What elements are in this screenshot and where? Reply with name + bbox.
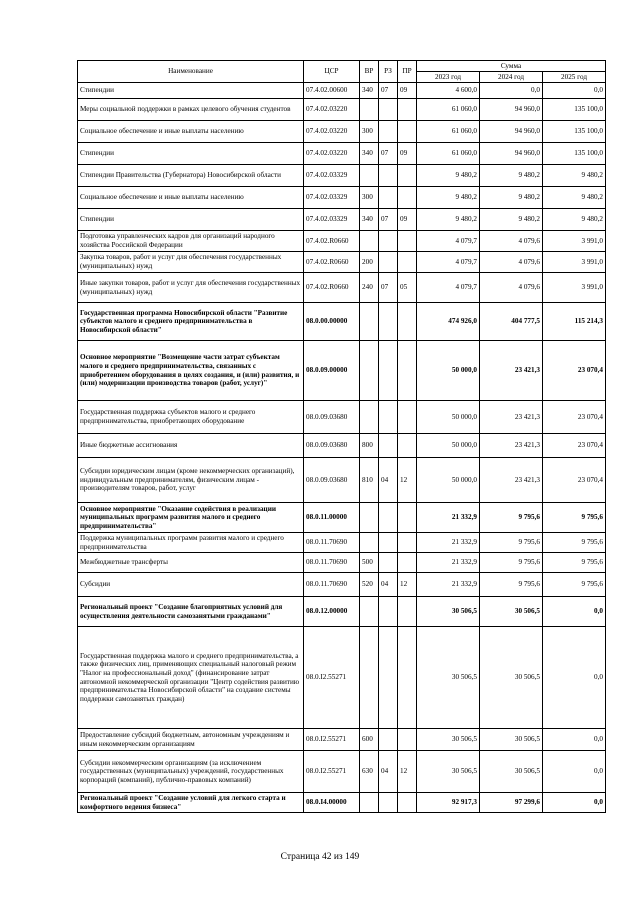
- cell-2024: 9 795,6: [480, 573, 543, 597]
- cell-2025: 9 795,6: [543, 533, 606, 553]
- cell-name: Иные закупки товаров, работ и услуг для обеспечения государственных (муниципальных) нужд: [78, 273, 304, 303]
- cell-2023: 50 000,0: [417, 341, 480, 401]
- cell-2024: 23 421,3: [480, 458, 543, 503]
- cell-2025: 135 100,0: [543, 121, 606, 143]
- cell-pr: [398, 252, 417, 273]
- cell-pr: [398, 341, 417, 401]
- cell-name: Социальное обеспечение и иные выплаты населению: [78, 121, 304, 143]
- cell-2023: 4 600,0: [417, 83, 480, 99]
- cell-pr: [398, 503, 417, 533]
- table-row: [78, 434, 606, 458]
- cell-vr: 240: [360, 273, 379, 303]
- table-row: [78, 165, 606, 187]
- cell-2024: 9 795,6: [480, 553, 543, 573]
- cell-rz: [379, 231, 398, 252]
- cell-vr: 600: [360, 729, 379, 751]
- cell-name: Меры социальной поддержки в рамках целевого обучения студентов: [78, 99, 304, 121]
- table-row: [78, 99, 606, 121]
- cell-rz: [379, 434, 398, 458]
- cell-name: Региональный проект "Создание благоприятных условий для осуществления деятельности самозанятыми гражданами": [78, 597, 304, 627]
- cell-rz: [379, 121, 398, 143]
- cell-pr: 09: [398, 143, 417, 165]
- cell-csr: 08.0.11.00000: [304, 503, 360, 533]
- cell-2023: 21 332,9: [417, 503, 480, 533]
- cell-2023: 61 060,0: [417, 121, 480, 143]
- table-row: [78, 729, 606, 751]
- cell-name: Поддержка муниципальных программ развития малого и среднего предпринимательства: [78, 533, 304, 553]
- cell-2023: 92 917,3: [417, 793, 480, 813]
- cell-pr: 12: [398, 751, 417, 793]
- cell-2025: 0,0: [543, 83, 606, 99]
- cell-2025: 9 480,2: [543, 209, 606, 231]
- cell-2024: 30 506,5: [480, 751, 543, 793]
- cell-csr: 07.4.02.R0660: [304, 273, 360, 303]
- cell-2023: 4 079,7: [417, 273, 480, 303]
- cell-2024: 94 960,0: [480, 143, 543, 165]
- cell-name: Основное мероприятие "Возмещение части затрат субъектам малого и среднего предпринимательства, связанных с приобретением оборудования в целях создания, и (или) развития, и (или) модернизации производства товаров (работ, услуг)": [78, 341, 304, 401]
- cell-2024: 94 960,0: [480, 99, 543, 121]
- cell-pr: [398, 553, 417, 573]
- cell-2025: 0,0: [543, 751, 606, 793]
- cell-2025: 0,0: [543, 793, 606, 813]
- cell-name: Субсидии юридическим лицам (кроме некоммерческих организаций), индивидуальным предпринимателям, физическим лицам - производителям товаров, работ, услуг: [78, 458, 304, 503]
- cell-rz: 07: [379, 83, 398, 99]
- table-row: [78, 533, 606, 553]
- cell-2023: 30 506,5: [417, 729, 480, 751]
- cell-name: Субсидии: [78, 573, 304, 597]
- cell-2024: 94 960,0: [480, 121, 543, 143]
- cell-csr: 08.0.I2.55271: [304, 627, 360, 729]
- cell-vr: [360, 165, 379, 187]
- cell-vr: 340: [360, 143, 379, 165]
- cell-2025: 9 795,6: [543, 553, 606, 573]
- header-rz: РЗ: [379, 61, 398, 83]
- cell-pr: [398, 627, 417, 729]
- cell-2024: 9 480,2: [480, 187, 543, 209]
- header-vr: ВР: [360, 61, 379, 83]
- cell-rz: [379, 793, 398, 813]
- cell-2023: 9 480,2: [417, 209, 480, 231]
- table-row: [78, 187, 606, 209]
- cell-csr: 07.4.02.03329: [304, 165, 360, 187]
- cell-csr: 07.4.02.R0660: [304, 252, 360, 273]
- cell-2024: 30 506,5: [480, 597, 543, 627]
- table-row: [78, 597, 606, 627]
- cell-vr: [360, 231, 379, 252]
- cell-pr: [398, 165, 417, 187]
- cell-rz: [379, 303, 398, 341]
- cell-pr: [398, 187, 417, 209]
- header-pr: ПР: [398, 61, 417, 83]
- table-row: [78, 209, 606, 231]
- cell-vr: [360, 503, 379, 533]
- cell-2024: 9 795,6: [480, 503, 543, 533]
- table-row: [78, 401, 606, 434]
- cell-csr: 08.0.11.70690: [304, 573, 360, 597]
- cell-2023: 9 480,2: [417, 187, 480, 209]
- cell-csr: 07.4.02.03220: [304, 143, 360, 165]
- table-row: [78, 573, 606, 597]
- cell-pr: [398, 121, 417, 143]
- cell-2024: 30 506,5: [480, 627, 543, 729]
- cell-rz: [379, 187, 398, 209]
- cell-pr: [398, 793, 417, 813]
- cell-pr: [398, 729, 417, 751]
- cell-2024: 0,0: [480, 83, 543, 99]
- cell-rz: [379, 165, 398, 187]
- cell-rz: [379, 401, 398, 434]
- cell-name: Стипендии: [78, 209, 304, 231]
- cell-2024: 9 480,2: [480, 165, 543, 187]
- cell-2024: 4 079,6: [480, 231, 543, 252]
- cell-2025: 23 070,4: [543, 401, 606, 434]
- cell-rz: 07: [379, 143, 398, 165]
- cell-2023: 4 079,7: [417, 252, 480, 273]
- table-row: [78, 121, 606, 143]
- cell-2023: 21 332,9: [417, 553, 480, 573]
- cell-csr: 07.4.02.03329: [304, 187, 360, 209]
- cell-csr: 08.0.11.70690: [304, 553, 360, 573]
- cell-2025: 9 480,2: [543, 165, 606, 187]
- cell-2025: 3 991,0: [543, 231, 606, 252]
- cell-2025: 3 991,0: [543, 273, 606, 303]
- cell-2025: 0,0: [543, 627, 606, 729]
- cell-csr: 08.0.09.03680: [304, 458, 360, 503]
- cell-name: Межбюджетные трансферты: [78, 553, 304, 573]
- cell-name: Иные бюджетные ассигнования: [78, 434, 304, 458]
- table-body: [78, 83, 606, 813]
- cell-2024: 9 480,2: [480, 209, 543, 231]
- table-row: [78, 252, 606, 273]
- header-csr: ЦСР: [304, 61, 360, 83]
- cell-vr: [360, 401, 379, 434]
- cell-2025: 9 795,6: [543, 503, 606, 533]
- cell-vr: 300: [360, 187, 379, 209]
- cell-2025: 23 070,4: [543, 458, 606, 503]
- cell-vr: 800: [360, 434, 379, 458]
- header-sum: Сумма: [417, 61, 606, 72]
- cell-2024: 30 506,5: [480, 729, 543, 751]
- cell-name: Стипендии: [78, 83, 304, 99]
- cell-rz: 04: [379, 751, 398, 793]
- cell-2023: 21 332,9: [417, 573, 480, 597]
- cell-2023: 474 926,0: [417, 303, 480, 341]
- cell-vr: 500: [360, 553, 379, 573]
- cell-vr: 340: [360, 83, 379, 99]
- table-row: [78, 273, 606, 303]
- cell-name: Социальное обеспечение и иные выплаты населению: [78, 187, 304, 209]
- cell-pr: [398, 434, 417, 458]
- cell-rz: [379, 627, 398, 729]
- cell-csr: 07.4.02.R0660: [304, 231, 360, 252]
- cell-pr: 05: [398, 273, 417, 303]
- table-row: [78, 83, 606, 99]
- cell-2023: 30 506,5: [417, 751, 480, 793]
- table-row: [78, 503, 606, 533]
- cell-csr: 08.0.09.03680: [304, 434, 360, 458]
- cell-vr: 340: [360, 209, 379, 231]
- cell-vr: 300: [360, 121, 379, 143]
- header-name: Наименование: [78, 61, 304, 83]
- cell-vr: [360, 303, 379, 341]
- table-row: [78, 751, 606, 793]
- cell-pr: 12: [398, 573, 417, 597]
- cell-2025: 0,0: [543, 597, 606, 627]
- cell-csr: 07.4.02.03220: [304, 99, 360, 121]
- header-year-2024: 2024 год: [480, 72, 543, 83]
- page-footer: Страница 42 из 149: [280, 852, 360, 862]
- cell-rz: [379, 252, 398, 273]
- cell-csr: 08.0.I2.55271: [304, 729, 360, 751]
- cell-2025: 23 070,4: [543, 434, 606, 458]
- table-row: [78, 231, 606, 252]
- cell-csr: 08.0.I2.55271: [304, 751, 360, 793]
- cell-2025: 0,0: [543, 729, 606, 751]
- cell-2024: 23 421,3: [480, 401, 543, 434]
- cell-rz: 07: [379, 273, 398, 303]
- cell-2025: 3 991,0: [543, 252, 606, 273]
- header-year-2023: 2023 год: [417, 72, 480, 83]
- cell-rz: 04: [379, 573, 398, 597]
- cell-pr: 12: [398, 458, 417, 503]
- cell-name: Основное мероприятие "Оказание содействия в реализации муниципальных программ развития малого и среднего предпринимательства": [78, 503, 304, 533]
- cell-2025: 115 214,3: [543, 303, 606, 341]
- cell-rz: 04: [379, 458, 398, 503]
- cell-name: Предоставление субсидий бюджетным, автономным учреждениям и иным некоммерческим организациям: [78, 729, 304, 751]
- cell-2025: 135 100,0: [543, 99, 606, 121]
- cell-2023: 50 000,0: [417, 401, 480, 434]
- cell-csr: 07.4.02.03220: [304, 121, 360, 143]
- cell-2024: 9 795,6: [480, 533, 543, 553]
- cell-csr: 07.4.02.03329: [304, 209, 360, 231]
- cell-vr: [360, 533, 379, 553]
- cell-2024: 23 421,3: [480, 341, 543, 401]
- cell-name: Государственная поддержка малого и среднего предпринимательства, а также физических лиц, применяющих специальный налоговый режим "Налог на профессиональный доход" (финансирование затрат автономной некоммерческой организации "Центр содействия развитию предпринимательства Новосибирской области" на создание системы поддержки самозанятых граждан): [78, 627, 304, 729]
- table-row: [78, 627, 606, 729]
- cell-2024: 404 777,5: [480, 303, 543, 341]
- cell-pr: [398, 533, 417, 553]
- table-row: [78, 303, 606, 341]
- header-year-2025: 2025 год: [543, 72, 606, 83]
- cell-name: Государственная поддержка субъектов малого и среднего предпринимательства, приобретающих оборудование: [78, 401, 304, 434]
- cell-csr: 08.0.11.70690: [304, 533, 360, 553]
- cell-rz: [379, 341, 398, 401]
- cell-csr: 08.0.09.00000: [304, 341, 360, 401]
- cell-name: Стипендии: [78, 143, 304, 165]
- cell-2023: 50 000,0: [417, 434, 480, 458]
- table-row: [78, 458, 606, 503]
- cell-name: Подготовка управленческих кадров для организаций народного хозяйства Российской Федерации: [78, 231, 304, 252]
- cell-vr: 520: [360, 573, 379, 597]
- table-row: [78, 553, 606, 573]
- cell-pr: [398, 303, 417, 341]
- cell-2023: 61 060,0: [417, 99, 480, 121]
- cell-pr: [398, 231, 417, 252]
- cell-2024: 97 299,6: [480, 793, 543, 813]
- table-header: [78, 61, 606, 83]
- budget-table: [77, 60, 606, 813]
- cell-vr: [360, 341, 379, 401]
- cell-2023: 9 480,2: [417, 165, 480, 187]
- cell-vr: 630: [360, 751, 379, 793]
- cell-vr: [360, 99, 379, 121]
- cell-rz: [379, 533, 398, 553]
- cell-csr: 08.0.I4.00000: [304, 793, 360, 813]
- cell-name: Государственная программа Новосибирской области "Развитие субъектов малого и среднего предпринимательства в Новосибирской области": [78, 303, 304, 341]
- cell-vr: 200: [360, 252, 379, 273]
- cell-name: Закупка товаров, работ и услуг для обеспечения государственных (муниципальных) нужд: [78, 252, 304, 273]
- cell-vr: [360, 793, 379, 813]
- cell-name: Субсидии некоммерческим организациям (за исключением государственных (муниципальных) учреждений, государственных корпораций (компаний), публично-правовых компаний): [78, 751, 304, 793]
- cell-2023: 61 060,0: [417, 143, 480, 165]
- cell-2023: 30 506,5: [417, 597, 480, 627]
- cell-rz: [379, 99, 398, 121]
- cell-2023: 21 332,9: [417, 533, 480, 553]
- cell-2023: 30 506,5: [417, 627, 480, 729]
- cell-name: Стипендии Правительства (Губернатора) Новосибирской области: [78, 165, 304, 187]
- table-row: [78, 143, 606, 165]
- cell-rz: [379, 729, 398, 751]
- cell-2024: 23 421,3: [480, 434, 543, 458]
- cell-csr: 07.4.02.00600: [304, 83, 360, 99]
- cell-2025: 23 070,4: [543, 341, 606, 401]
- cell-2023: 4 079,7: [417, 231, 480, 252]
- table-row: [78, 341, 606, 401]
- cell-pr: 09: [398, 209, 417, 231]
- cell-2025: 135 100,0: [543, 143, 606, 165]
- cell-2023: 50 000,0: [417, 458, 480, 503]
- cell-2025: 9 480,2: [543, 187, 606, 209]
- cell-vr: 810: [360, 458, 379, 503]
- table-row: [78, 793, 606, 813]
- cell-csr: 08.0.12.00000: [304, 597, 360, 627]
- cell-pr: [398, 401, 417, 434]
- cell-name: Региональный проект "Создание условий для легкого старта и комфортного ведения бизнеса": [78, 793, 304, 813]
- cell-csr: 08.0.00.00000: [304, 303, 360, 341]
- cell-2024: 4 079,6: [480, 252, 543, 273]
- cell-2025: 9 795,6: [543, 573, 606, 597]
- cell-rz: [379, 597, 398, 627]
- cell-vr: [360, 627, 379, 729]
- cell-pr: [398, 597, 417, 627]
- cell-csr: 08.0.09.03680: [304, 401, 360, 434]
- cell-pr: 09: [398, 83, 417, 99]
- cell-pr: [398, 99, 417, 121]
- cell-rz: [379, 503, 398, 533]
- cell-2024: 4 079,6: [480, 273, 543, 303]
- cell-vr: [360, 597, 379, 627]
- cell-rz: [379, 553, 398, 573]
- cell-rz: 07: [379, 209, 398, 231]
